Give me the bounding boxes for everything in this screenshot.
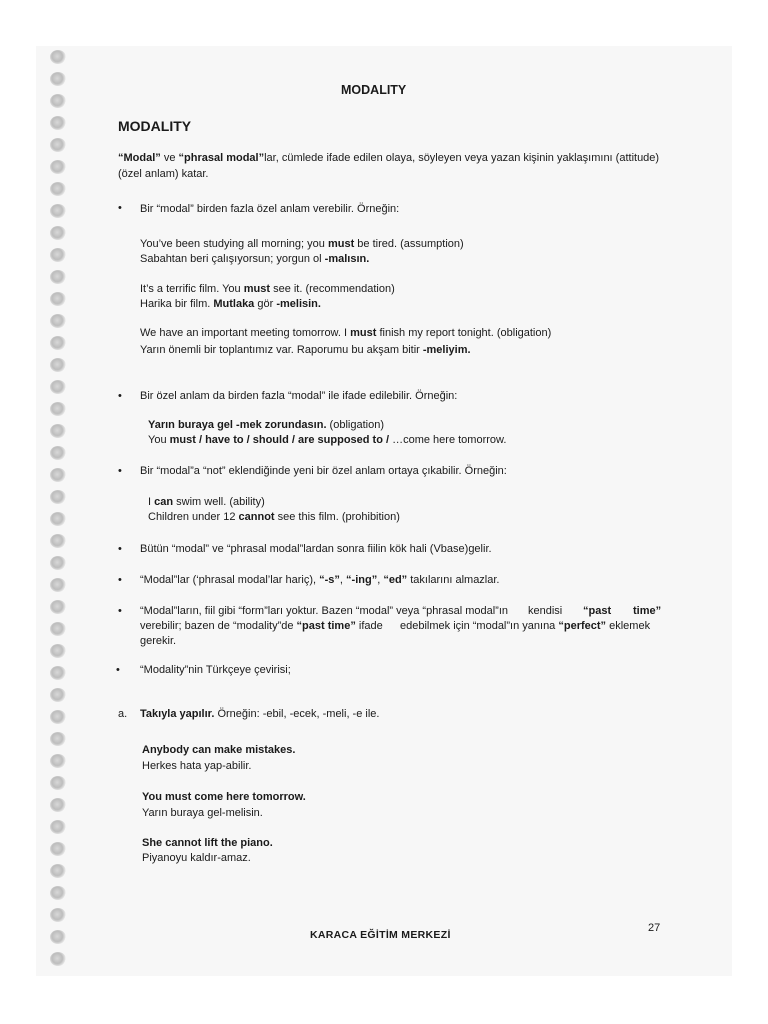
- intro-line-2: (özel anlam) katar.: [118, 168, 209, 180]
- section-a-example-2-en: You must come here tomorrow.: [142, 791, 306, 803]
- intro-line-1: “Modal” ve “phrasal modal”lar, cümlede ifade edilen olaya, söyleyen veya yazan kişinin yaklaşımını (attitude): [118, 152, 660, 164]
- section-a-text: Takıyla yapılır. Örneğin: -ebil, -ecek, -meli, -e ile.: [140, 708, 380, 720]
- bullet-marker: •: [118, 202, 122, 214]
- bullet-6-line-1c: “past: [583, 605, 612, 617]
- section-a-example-1-en: Anybody can make mistakes.: [142, 744, 296, 756]
- footer-publisher: KARACA EĞİTİM MERKEZİ: [310, 929, 451, 941]
- bullet-5-text: “Modal”lar (‘phrasal modal’lar hariç), “-s”, “-ing”, “ed” takılarını almazlar.: [140, 574, 500, 586]
- section-a-label: a.: [118, 708, 128, 720]
- bullet-3-example-2: Children under 12 cannot see this film. (prohibition): [148, 511, 400, 523]
- bullet-2-text: Bir özel anlam da birden fazla “modal” ile ifade edilebilir. Örneğin:: [140, 390, 458, 402]
- section-a-example-3-tr: Piyanoyu kaldır-amaz.: [142, 852, 251, 864]
- example-1-tr: Sabahtan beri çalışıyorsun; yorgun ol -malısın.: [140, 253, 370, 265]
- bullet-4-text: Bütün “modal” ve “phrasal modal”lardan sonra fiilin kök hali (Vbase)gelir.: [140, 543, 492, 555]
- section-a-example-1-tr: Herkes hata yap-abilir.: [142, 760, 252, 772]
- page-number: 27: [648, 922, 661, 934]
- example-2-en: It’s a terrific film. You must see it. (recommendation): [140, 283, 395, 295]
- bullet-marker: •: [118, 605, 122, 617]
- bullet-2-example-tr: Yarın buraya gel -mek zorundasın. (obligation): [148, 419, 384, 431]
- bullet-6-line-1d: time”: [633, 605, 662, 617]
- bullet-7-text: “Modality”nin Türkçeye çevirisi;: [140, 664, 291, 676]
- bullet-1-text: Bir “modal” birden fazla özel anlam verebilir. Örneğin:: [140, 203, 400, 215]
- bullet-marker: •: [118, 390, 122, 402]
- example-2-tr: Harika bir film. Mutlaka gör -melisin.: [140, 298, 321, 310]
- bullet-marker: •: [118, 574, 122, 586]
- example-3-tr: Yarın önemli bir toplantımız var. Raporumu bu akşam bitir -meliyim.: [140, 344, 471, 356]
- bullet-marker: •: [118, 543, 122, 555]
- bullet-6-line-3: gerekir.: [140, 635, 177, 647]
- bullet-6-line-1b: kendisi: [528, 605, 563, 617]
- bullet-marker: •: [118, 465, 122, 477]
- bullet-marker: •: [116, 664, 120, 676]
- bullet-2-example-en: You must / have to / should / are supposed to / …come here tomorrow.: [148, 434, 507, 446]
- section-a-example-3-en: She cannot lift the piano.: [142, 837, 273, 849]
- example-1-en: You’ve been studying all morning; you must be tired. (assumption): [140, 238, 464, 250]
- bullet-6-line-1a: “Modal”ların, fiil gibi “form”ları yoktur. Bazen “modal” veya “phrasal modal”ın: [140, 605, 509, 617]
- section-a-example-2-tr: Yarın buraya gel-melisin.: [142, 807, 263, 819]
- bullet-6-line-2b: edebilmek için “modal”ın yanına “perfect” eklemek: [400, 620, 651, 632]
- spiral-binding: [50, 50, 72, 970]
- example-3-en: We have an important meeting tomorrow. I must finish my report tonight. (obligation): [140, 327, 552, 339]
- bullet-3-text: Bir “modal”a “not” eklendiğinde yeni bir özel anlam ortaya çıkabilir. Örneğin:: [140, 465, 507, 477]
- bullet-3-example-1: I can swim well. (ability): [148, 496, 265, 508]
- section-heading: MODALITY: [118, 118, 192, 134]
- page-title: MODALITY: [341, 83, 407, 97]
- bullet-6-line-2a: verebilir; bazen de “modality”de “past time” ifade: [140, 620, 383, 632]
